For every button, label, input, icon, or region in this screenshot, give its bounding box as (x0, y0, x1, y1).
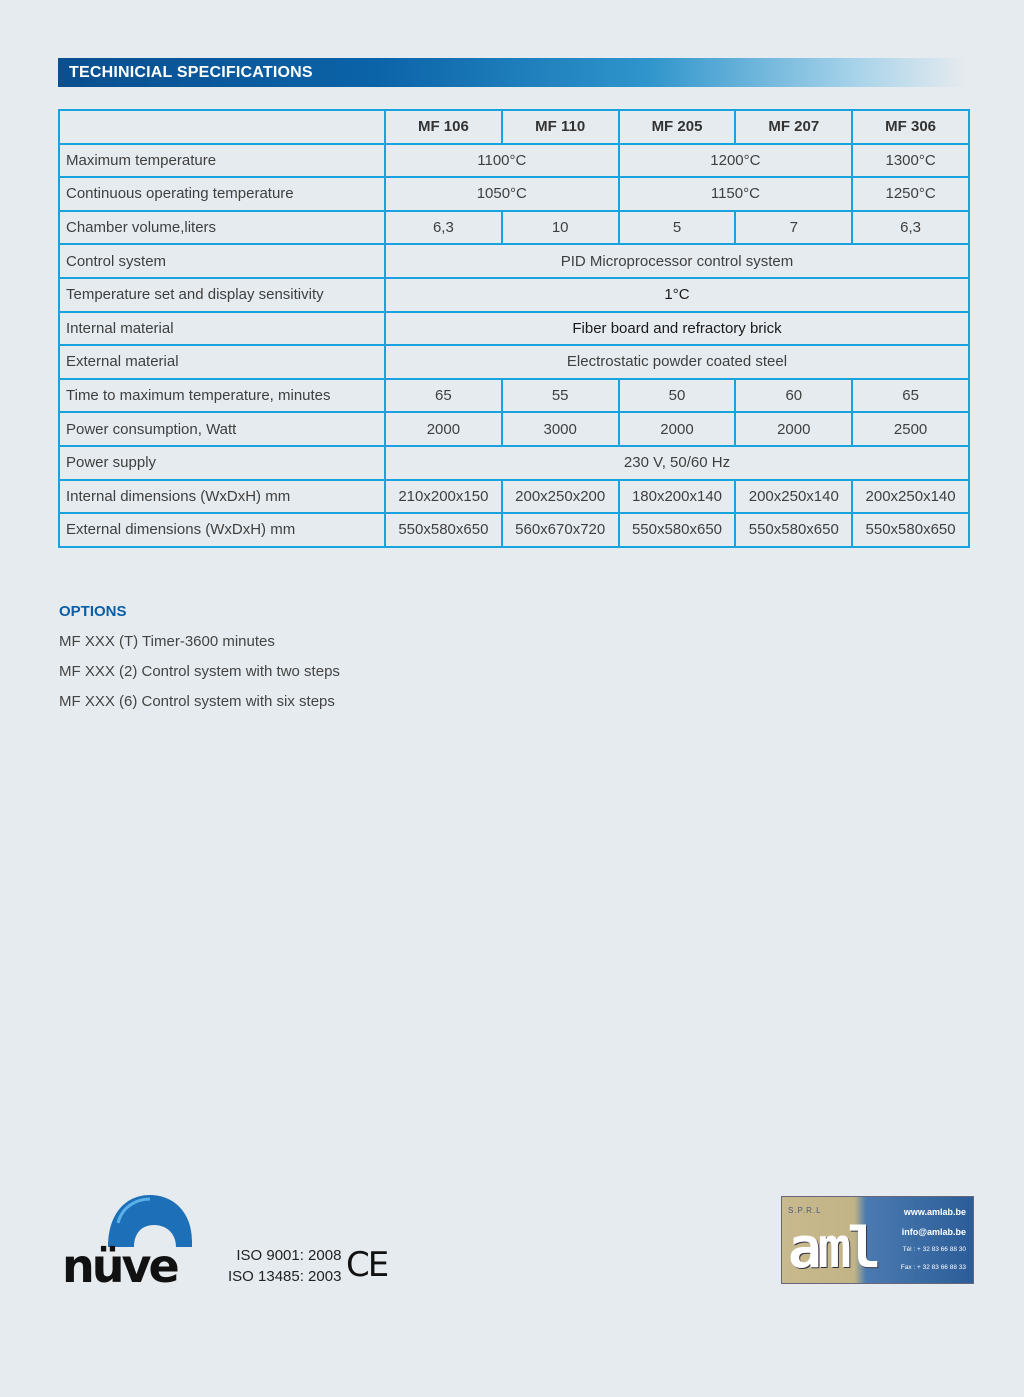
table-cell: Fiber board and refractory brick (385, 312, 969, 346)
table-cell: 1050°C (385, 177, 619, 211)
table-row (59, 446, 969, 480)
table-row (59, 211, 969, 245)
table-cell: 1150°C (619, 177, 853, 211)
options-heading: OPTIONS (59, 603, 127, 620)
header-model: MF 110 (502, 110, 619, 144)
table-cell: 200x250x140 (852, 480, 969, 514)
table-row (59, 244, 969, 278)
header-empty-cell (59, 110, 385, 144)
table-cell: 550x580x650 (619, 513, 736, 547)
nuve-logo (62, 1193, 198, 1285)
table-row (59, 412, 969, 446)
table-cell: 2000 (619, 412, 736, 446)
table-row (59, 480, 969, 514)
table-cell: 2000 (735, 412, 852, 446)
header-model: MF 205 (619, 110, 736, 144)
aml-company-type: S.P.R.L (788, 1206, 822, 1215)
table-cell: 10 (502, 211, 619, 245)
section-title: TECHINICIAL SPECIFICATIONS (69, 64, 313, 81)
table-cell: 230 V, 50/60 Hz (385, 446, 969, 480)
table-cell: 200x250x140 (735, 480, 852, 514)
table-cell: Electrostatic powder coated steel (385, 345, 969, 379)
iso-certifications (228, 1245, 341, 1287)
option-item: MF XXX (2) Control system with two steps (59, 663, 340, 680)
table-row (59, 278, 969, 312)
aml-fax: Fax : + 32 83 66 88 33 (900, 1264, 966, 1271)
table-cell: 3000 (502, 412, 619, 446)
aml-logo-block (781, 1196, 974, 1284)
table-cell: 560x670x720 (502, 513, 619, 547)
row-label: External dimensions (WxDxH) mm (59, 513, 385, 547)
aml-logo: aml (788, 1216, 878, 1281)
table-cell: 550x580x650 (385, 513, 502, 547)
table-cell: 1°C (385, 278, 969, 312)
table-cell: PID Microprocessor control system (385, 244, 969, 278)
table-cell: 7 (735, 211, 852, 245)
row-label: Maximum temperature (59, 144, 385, 178)
table-cell: 50 (619, 379, 736, 413)
table-cell: 2000 (385, 412, 502, 446)
header-model: MF 207 (735, 110, 852, 144)
row-label: Power supply (59, 446, 385, 480)
table-cell: 65 (385, 379, 502, 413)
row-label: Internal material (59, 312, 385, 346)
row-label: Continuous operating temperature (59, 177, 385, 211)
aml-email: info@amlab.be (901, 1227, 966, 1237)
aml-website: www.amlab.be (903, 1207, 966, 1217)
table-cell: 550x580x650 (852, 513, 969, 547)
ce-mark-icon: CE (346, 1245, 388, 1285)
section-banner (58, 58, 966, 87)
table-cell: 55 (502, 379, 619, 413)
table-cell: 550x580x650 (735, 513, 852, 547)
aml-phone: Tél : + 32 83 66 88 30 (902, 1246, 966, 1253)
svg-text:nüve: nüve (62, 1239, 177, 1285)
row-label: Time to maximum temperature, minutes (59, 379, 385, 413)
table-cell: 2500 (852, 412, 969, 446)
row-label: Temperature set and display sensitivity (59, 278, 385, 312)
table-cell: 5 (619, 211, 736, 245)
table-row (59, 513, 969, 547)
table-row (59, 144, 969, 178)
table-header-row (59, 110, 969, 144)
specifications-table (58, 109, 970, 548)
table-cell: 1300°C (852, 144, 969, 178)
iso-line: ISO 13485: 2003 (228, 1268, 342, 1285)
table-cell: 65 (852, 379, 969, 413)
table-cell: 6,3 (852, 211, 969, 245)
header-model: MF 106 (385, 110, 502, 144)
table-cell: 1200°C (619, 144, 853, 178)
row-label: Chamber volume,liters (59, 211, 385, 245)
table-row (59, 177, 969, 211)
table-row (59, 379, 969, 413)
row-label: Control system (59, 244, 385, 278)
table-cell: 200x250x200 (502, 480, 619, 514)
row-label: Internal dimensions (WxDxH) mm (59, 480, 385, 514)
option-item: MF XXX (T) Timer-3600 minutes (59, 633, 275, 650)
option-item: MF XXX (6) Control system with six steps (59, 693, 335, 710)
iso-line: ISO 9001: 2008 (236, 1247, 342, 1264)
row-label: External material (59, 345, 385, 379)
table-cell: 60 (735, 379, 852, 413)
table-cell: 1100°C (385, 144, 619, 178)
table-row (59, 345, 969, 379)
table-cell: 180x200x140 (619, 480, 736, 514)
header-model: MF 306 (852, 110, 969, 144)
table-cell: 210x200x150 (385, 480, 502, 514)
table-cell: 1250°C (852, 177, 969, 211)
table-row (59, 312, 969, 346)
table-cell: 6,3 (385, 211, 502, 245)
row-label: Power consumption, Watt (59, 412, 385, 446)
